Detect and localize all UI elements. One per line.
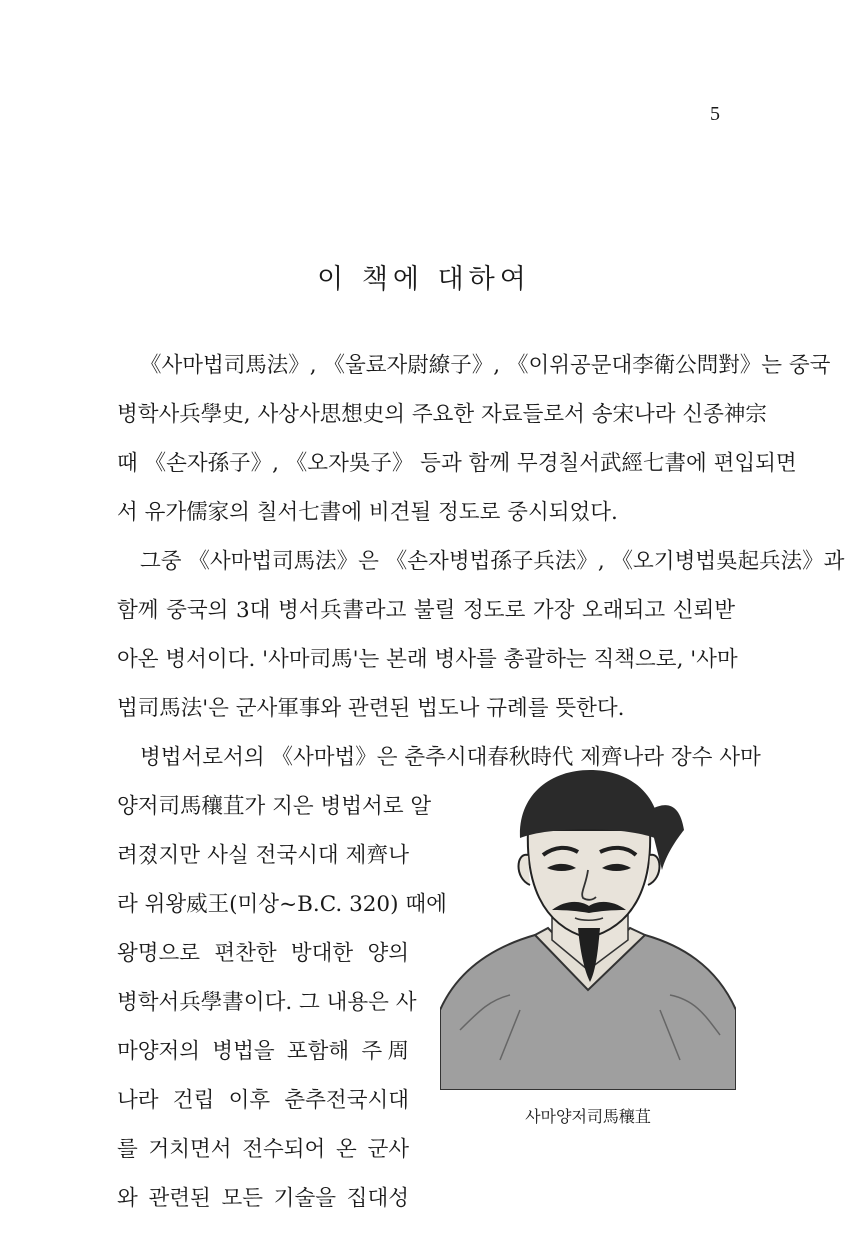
text-line: 를 거치면서 전수되어 온 군사 bbox=[117, 1137, 409, 1162]
text-line: 법司馬法'은 군사軍事와 관련된 법도나 규례를 뜻한다. bbox=[117, 696, 625, 721]
text-line: 함께 중국의 3대 병서兵書라고 불릴 정도로 가장 오래되고 신뢰받 bbox=[117, 598, 735, 623]
text-line: 서 유가儒家의 칠서七書에 비견될 정도로 중시되었다. bbox=[117, 500, 618, 525]
text-line: 병학사兵學史, 사상사思想史의 주요한 자료들로서 송宋나라 신종神宗 bbox=[117, 402, 767, 427]
text-line: 아온 병서이다. '사마司馬'는 본래 병사를 총괄하는 직책으로, '사마 bbox=[117, 647, 738, 672]
text-line: 병학서兵學書이다. 그 내용은 사 bbox=[117, 990, 417, 1015]
page-number: 5 bbox=[710, 103, 720, 125]
text-line: 왕명으로 편찬한 방대한 양의 bbox=[117, 941, 409, 966]
text-line: 려졌지만 사실 전국시대 제齊나 bbox=[117, 843, 409, 868]
text-line: 때 《손자孫子》, 《오자吳子》 등과 함께 무경칠서武經七書에 편입되면 bbox=[117, 451, 797, 476]
text-line: 마양저의 병법을 포함해 주周 bbox=[117, 1039, 409, 1064]
text-line: 《사마법司馬法》, 《울료자尉繚子》, 《이위공문대李衛公問對》는 중국 bbox=[140, 353, 831, 378]
text-line: 양저司馬穰苴가 지은 병법서로 알 bbox=[117, 794, 432, 819]
text-line: 와 관련된 모든 기술을 집대성 bbox=[117, 1186, 409, 1211]
page-title: 이 책에 대하여 bbox=[317, 264, 531, 295]
text-line: 나라 건립 이후 춘추전국시대 bbox=[117, 1088, 409, 1113]
figure-caption: 사마양저司馬穰苴 bbox=[525, 1107, 651, 1126]
text-line: 라 위왕威王(미상~B.C. 320) 때에 bbox=[117, 892, 447, 917]
text-line: 그중 《사마법司馬法》은 《손자병법孫子兵法》, 《오기병법吳起兵法》과 bbox=[140, 549, 845, 574]
portrait-image bbox=[440, 760, 736, 1090]
text-line: 병법서로서의 《사마법》은 춘추시대春秋時代 제齊나라 장수 사마 bbox=[140, 745, 761, 770]
